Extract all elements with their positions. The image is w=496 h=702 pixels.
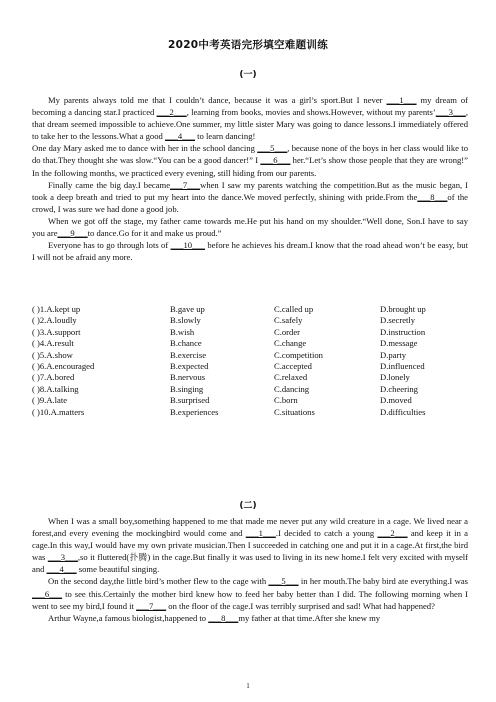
option-b: B.surprised bbox=[170, 395, 210, 406]
options-table bbox=[32, 304, 472, 418]
blank: ___5___ bbox=[257, 143, 288, 154]
blank: ___7___ bbox=[136, 600, 167, 611]
text-run: , that dream seemed impossible to achieve.One summer, my little sister Mary was going to dance lessons.I immediately offered to take her to the lessons.What a good bbox=[32, 107, 468, 142]
text-run: One day Mary asked me to dance with her in the school dancing bbox=[32, 143, 258, 154]
blank: ___2___ bbox=[377, 528, 408, 539]
text-run: Everyone has to go through lots of bbox=[48, 240, 171, 251]
option-b: B.wish bbox=[170, 326, 195, 337]
option-row bbox=[32, 395, 472, 406]
option-d: D.lonely bbox=[380, 372, 410, 383]
option-b: B.nervous bbox=[170, 372, 206, 383]
blank: ___4___ bbox=[164, 131, 196, 142]
text-run: Arthur Wayne,a famous biologist,happened to bbox=[48, 612, 209, 623]
passage-1 bbox=[32, 94, 468, 263]
option-a: ( )7.A.bored bbox=[32, 372, 75, 383]
blank: ___8___ bbox=[208, 612, 239, 623]
option-d: D.moved bbox=[380, 395, 412, 406]
option-a: ( )3.A.support bbox=[32, 326, 81, 337]
passage-2 bbox=[32, 515, 468, 624]
option-c: C.born bbox=[274, 395, 298, 406]
option-c: C.called up bbox=[274, 304, 314, 314]
blank: ___1___ bbox=[386, 95, 417, 105]
text-run: her.“Let’s show those people that they are wrong!” In the following months, we practiced every evening, still hiding from our parents. bbox=[32, 155, 468, 178]
text-run: some beautiful singing. bbox=[76, 564, 160, 575]
blank: ___4___ bbox=[46, 564, 77, 575]
option-c: C.relaxed bbox=[274, 372, 308, 383]
text-run: my dream of becoming a dancing star.I practiced bbox=[32, 95, 468, 118]
option-b: B.slowly bbox=[170, 315, 201, 326]
paragraph bbox=[32, 179, 468, 215]
option-d: D.influenced bbox=[380, 360, 425, 371]
option-c: C.dancing bbox=[274, 383, 310, 394]
text-run: when I saw my parents watching the competition.But as the music began, I took a deep breath and tried to put my heart into the dance.We moved perfectly, shining with pride.From the bbox=[32, 179, 468, 202]
paragraph bbox=[32, 142, 468, 178]
option-row bbox=[32, 372, 472, 383]
paragraph bbox=[32, 239, 468, 263]
option-row bbox=[32, 384, 472, 395]
text-run: and keep it in a cage.In this way,I would have my own private musician.Then I succeeded in catching one and put it in a cage.At first,the bird was bbox=[32, 528, 468, 563]
option-row bbox=[32, 361, 472, 372]
option-d: D.secretly bbox=[380, 315, 416, 326]
blank: ___3___ bbox=[435, 107, 466, 118]
text-run: in her mouth.The baby bird ate everything.I was bbox=[298, 576, 468, 587]
option-c: C.change bbox=[274, 338, 307, 349]
option-a: ( )5.A.show bbox=[32, 349, 73, 360]
paragraph bbox=[32, 215, 468, 239]
text-run: before he achieves his dream.I know that the road ahead won’t be easy, but I will not be afraid any more. bbox=[32, 240, 468, 263]
blank: ___1___ bbox=[245, 528, 276, 539]
blank: ___5___ bbox=[268, 576, 299, 587]
text-run: When we got off the stage, my father came towards me.He put his hand on my shoulder.“Well done, Son.I have to say you are bbox=[32, 215, 468, 239]
text-run: on the floor of the cage.I was terribly surprised and sad! What had happened? bbox=[166, 600, 435, 611]
paragraph bbox=[32, 612, 468, 624]
section-heading-1: (一) bbox=[239, 70, 257, 80]
text-run: to dance.Go for it and make us proud.” bbox=[87, 228, 222, 239]
document-title: 2020中考英语完形填空难题训练 bbox=[167, 39, 329, 51]
blank: ___3___ bbox=[47, 552, 78, 563]
blank: ___6___ bbox=[32, 588, 63, 599]
option-b: B.gave up bbox=[170, 304, 205, 314]
text-run: of the crowd, I was sure we had done a good job. bbox=[32, 191, 468, 214]
option-b: B.exercise bbox=[170, 349, 207, 360]
text-run: , learning from books, movies and shows.However, without my parents’ bbox=[186, 107, 436, 118]
option-d: D.brought up bbox=[380, 304, 426, 314]
option-d: D.message bbox=[380, 338, 418, 349]
option-row bbox=[32, 407, 472, 418]
option-c: C.situations bbox=[274, 406, 315, 417]
page-number: 1 bbox=[246, 682, 250, 690]
section-heading-2: (二) bbox=[239, 501, 257, 511]
option-a: ( )6.A.encouraged bbox=[32, 360, 95, 371]
option-d: D.party bbox=[380, 349, 407, 360]
paragraph bbox=[32, 94, 468, 142]
blank: ___7___ bbox=[170, 179, 201, 190]
option-d: D.instruction bbox=[380, 326, 426, 337]
option-b: B.singing bbox=[170, 383, 204, 394]
text-run: my father at that time.After she knew my bbox=[238, 612, 381, 623]
paragraph bbox=[32, 515, 468, 575]
option-row bbox=[32, 304, 472, 315]
option-c: C.order bbox=[274, 326, 301, 337]
option-a: ( )10.A.matters bbox=[32, 406, 85, 417]
option-c: C.accepted bbox=[274, 360, 312, 371]
text-run: When I was a small boy,something happened to me that made me never put any wild creature in a cage. We lived near a forest,and every evening the mockingbird would come and bbox=[32, 516, 468, 539]
text-run: Finally came the big day.I became bbox=[48, 179, 171, 190]
paragraph bbox=[32, 575, 468, 611]
option-a: ( )9.A.late bbox=[32, 395, 68, 406]
blank: ___8___ bbox=[417, 191, 448, 202]
option-a: ( )4.A.result bbox=[32, 338, 74, 349]
option-a: ( )2.A.loudly bbox=[32, 315, 77, 326]
option-row bbox=[32, 327, 472, 338]
option-c: C.competition bbox=[274, 349, 323, 360]
option-d: D.cheering bbox=[380, 383, 418, 394]
text-run: My parents always told me that I couldn’t dance, because it was a girl’s sport.But I never bbox=[48, 95, 387, 105]
option-c: C.safely bbox=[274, 315, 303, 326]
option-b: B.expected bbox=[170, 360, 209, 371]
option-row bbox=[32, 350, 472, 361]
blank: ___10___ bbox=[170, 240, 205, 251]
option-d: D.difficulties bbox=[380, 406, 426, 417]
text-run: ,so it fluttered(扑腾) in the cage.But finally it was used to living in its new home.I felt very excited with myself and bbox=[32, 552, 469, 575]
blank: ___6___ bbox=[260, 155, 291, 166]
text-run: to learn dancing! bbox=[195, 131, 256, 142]
text-run: , because none of the boys in her class would like to do that.They thought she was slow.“You can be a good dancer!” I bbox=[32, 143, 468, 166]
option-b: B.chance bbox=[170, 338, 202, 349]
option-b: B.experiences bbox=[170, 406, 219, 417]
text-run: to see this.Certainly the mother bird knew how to feed her baby better than I did. The following morning when I went to see my bird,I found it bbox=[32, 588, 468, 611]
option-row bbox=[32, 315, 472, 326]
option-row bbox=[32, 338, 472, 349]
option-a: ( )1.A.kept up bbox=[32, 304, 81, 314]
blank: ___2___ bbox=[156, 107, 187, 118]
blank: ___9___ bbox=[57, 228, 88, 239]
text-run: On the second day,the little bird’s mother flew to the cage with bbox=[48, 576, 269, 587]
text-run: .I decided to catch a young bbox=[275, 528, 378, 539]
option-a: ( )8.A.talking bbox=[32, 383, 79, 394]
